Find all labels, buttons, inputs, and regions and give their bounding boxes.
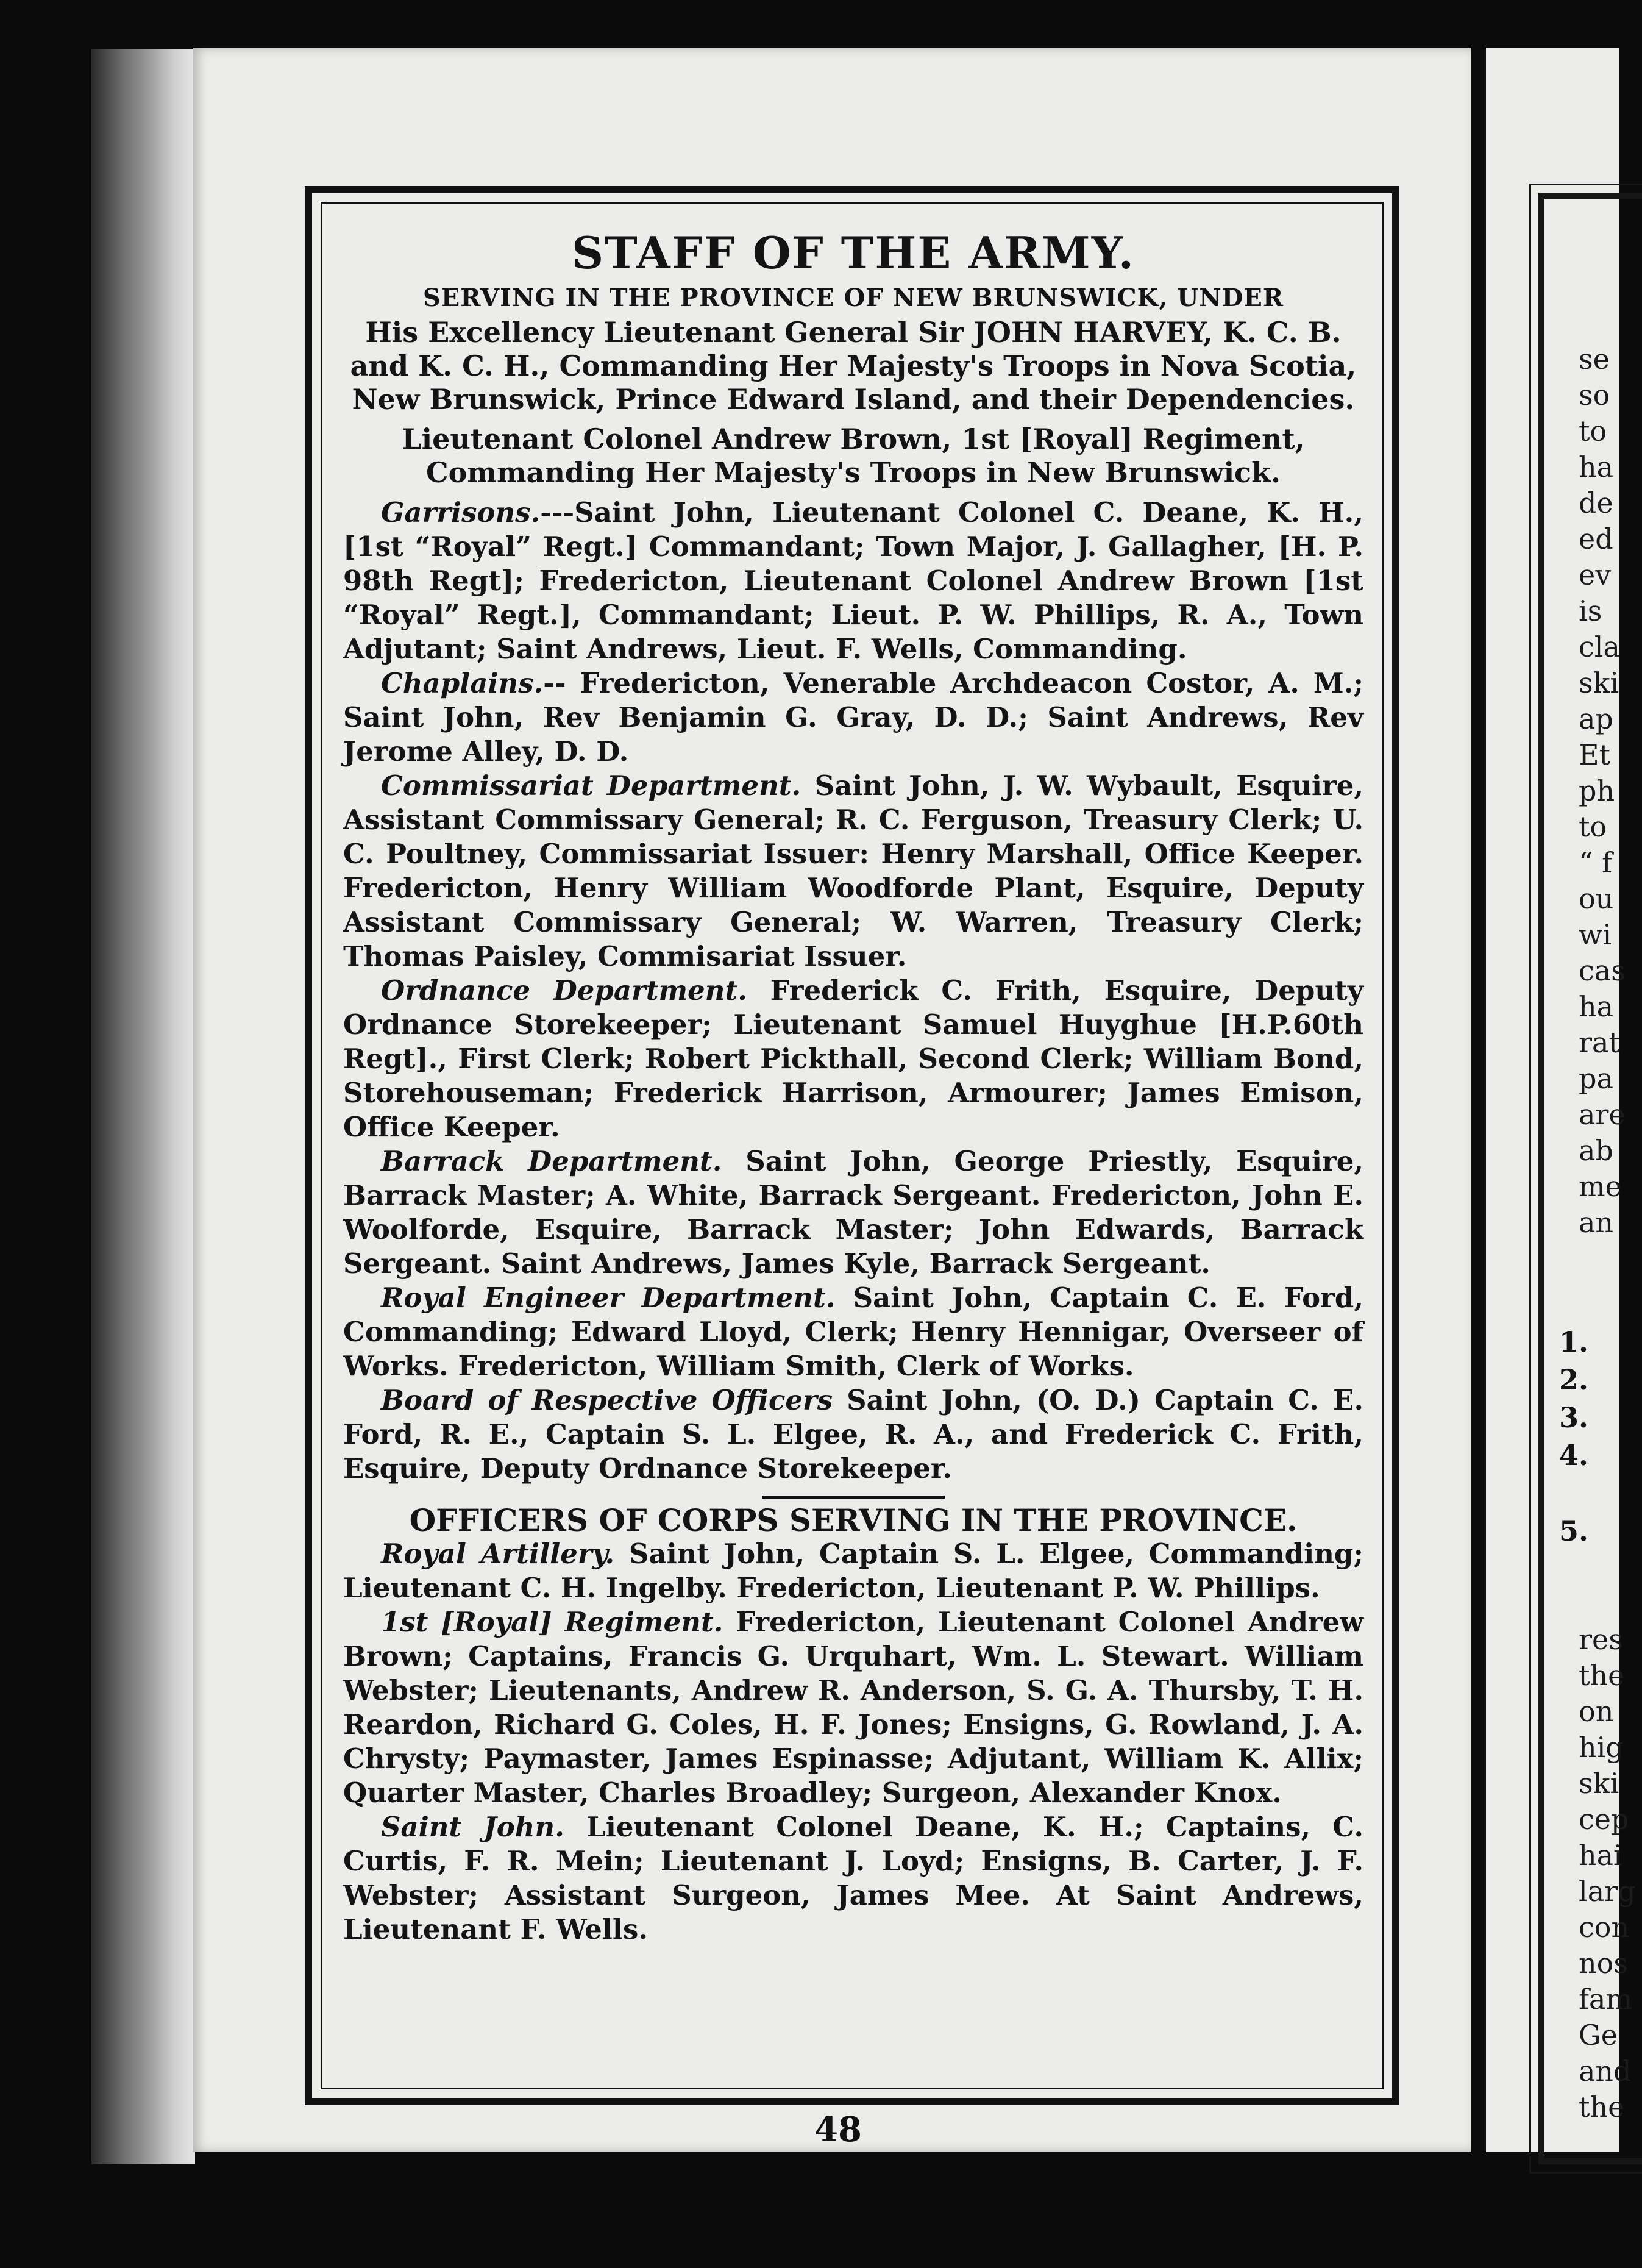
section-garrisons (343, 496, 1363, 666)
section-divider (762, 1496, 945, 1499)
commander-block: His Excellency Lieutenant General Sir JOHN HARVEY, K. C. B. and K. C. H., Commanding Her Majesty's Troops in Nova Scotia, New Brunswick, Prince Edward Island, and their Dependencies. (350, 316, 1357, 416)
section-text: Saint John, Captain C. E. Ford, Commanding; Edward Lloyd, Clerk; Henry Hennigar, Overseer of Works. Fredericton, William Smith, Clerk of Works. (343, 1282, 1363, 1382)
section-text: Saint John, (O. D.) Captain C. E. Ford, R. E., Captain S. L. Elgee, R. A., and Frederick C. Frith, Esquire, Deputy Ordnance Storekeeper. (343, 1384, 1363, 1485)
staff-list-content (321, 202, 1384, 2089)
right-page-numbered-list: 1. 2. 3. 4. 5. (1559, 1325, 1589, 1547)
section-text: Fredericton, Lieutenant Colonel Andrew Brown; Captains, Francis G. Urquhart, Wm. L. Stewart. William Webster; Lieutenants, Andrew R. Anderson, S. G. A. Thursby, T. H. Reardon, Richard G. Coles, H. F. Jones; Ensigns, G. Rowland, J. A. Chrysty; Paymaster, James Espinasse; Adjutant, William K. Allix; Quarter Master, Charles Broadley; Surgeon, Alexander Knox. (343, 1606, 1363, 1809)
section-lead: Commissariat Department. (381, 769, 801, 802)
section-text: Saint John, J. W. Wybault, Esquire, Assistant Commissary General; R. C. Ferguson, Treasury Clerk; U. C. Poultney, Commissariat Issuer: Henry Marshall, Office Keeper. Fredericton, Henry William Woodforde Plant, Esquire, Deputy Assistant Commissary General; W. Warren, Treasury Clerk; Thomas Paisley, Commisariat Issuer. (343, 769, 1363, 972)
right-page-text-fragments: se so to ha de ed ev is cla ski ap Et ph to “ f ou wi cas ha rat pa are ab me an (1579, 343, 1626, 1239)
corps-royal-artillery (343, 1537, 1363, 1605)
second-commander-block: Lieutenant Colonel Andrew Brown, 1st [Royal] Regiment, Commanding Her Majesty's Troops in New Brunswick. (402, 423, 1305, 489)
corps-heading: OFFICERS OF CORPS SERVING IN THE PROVINCE. (409, 1502, 1298, 1538)
section-lead: Saint John. (381, 1811, 564, 1843)
section-lead: Ordnance Department. (381, 974, 747, 1007)
section-text: -- Fredericton, Venerable Archdeacon Costor, A. M.; Saint John, Rev Benjamin G. Gray, D. D.; Saint Andrews, Rev Jerome Alley, D. D. (343, 667, 1363, 768)
section-lead: 1st [Royal] Regiment. (381, 1606, 723, 1638)
page-number: 48 (814, 2109, 862, 2150)
section-text: Saint John, George Priestly, Esquire, Barrack Master; A. White, Barrack Sergeant. Fredericton, John E. Woolforde, Esquire, Barrack Master; John Edwards, Barrack Sergeant. Saint Andrews, James Kyle, Barrack Sergeant. (343, 1145, 1363, 1280)
section-royal-engineer (343, 1281, 1363, 1383)
section-text: Frederick C. Frith, Esquire, Deputy Ordnance Storekeeper; Lieutenant Samuel Huyghue [H.P.60th Regt]., First Clerk; Robert Pickthall, Second Clerk; William Bond, Storehouseman; Frederick Harrison, Armourer; James Emison, Office Keeper. (343, 974, 1363, 1143)
corps-saint-john (343, 1810, 1363, 1947)
section-board (343, 1383, 1363, 1486)
section-barrack (343, 1144, 1363, 1281)
book-spine-edge (91, 49, 195, 2164)
corps-1st-royal-regiment (343, 1605, 1363, 1810)
section-lead: Chaplains. (381, 667, 544, 699)
section-text: Saint John, Captain S. L. Elgee, Commanding; Lieutenant C. H. Ingelby. Fredericton, Lieutenant P. W. Phillips. (343, 1538, 1363, 1604)
section-lead: Barrack Department. (381, 1145, 722, 1177)
section-lead: Garrisons. (381, 496, 541, 529)
section-text: Lieutenant Colonel Deane, K. H.; Captains, C. Curtis, F. R. Mein; Lieutenant J. Loyd; Ensigns, B. Carter, J. F. Webster; Assistant Surgeon, James Mee. At Saint Andrews, Lieutenant F. Wells. (343, 1811, 1363, 1945)
section-commissariat (343, 769, 1363, 974)
staff-list-frame (305, 186, 1399, 2105)
right-page-lower-fragments: res the on hig ski cep hai larg con nos fam Ge and the (1579, 1623, 1636, 2124)
section-lead: Royal Artillery. (381, 1538, 615, 1570)
section-text: ---Saint John, Lieutenant Colonel C. Deane, K. H., [1st “Royal” Regt.] Commandant; Town Major, J. Gallagher, [H. P. 98th Regt]; Fredericton, Lieutenant Colonel Andrew Brown [1st “Royal” Regt.], Commandant; Lieut. P. W. Phillips, R. A., Town Adjutant; Saint Andrews, Lieut. F. Wells, Commanding. (343, 496, 1363, 665)
section-ordnance (343, 974, 1363, 1144)
section-chaplains (343, 666, 1363, 769)
document-title: STAFF OF THE ARMY. (572, 227, 1135, 279)
section-lead: Board of Respective Officers (381, 1384, 833, 1416)
document-subtitle: SERVING IN THE PROVINCE OF NEW BRUNSWICK, UNDER (422, 284, 1284, 312)
section-lead: Royal Engineer Department. (381, 1282, 836, 1314)
